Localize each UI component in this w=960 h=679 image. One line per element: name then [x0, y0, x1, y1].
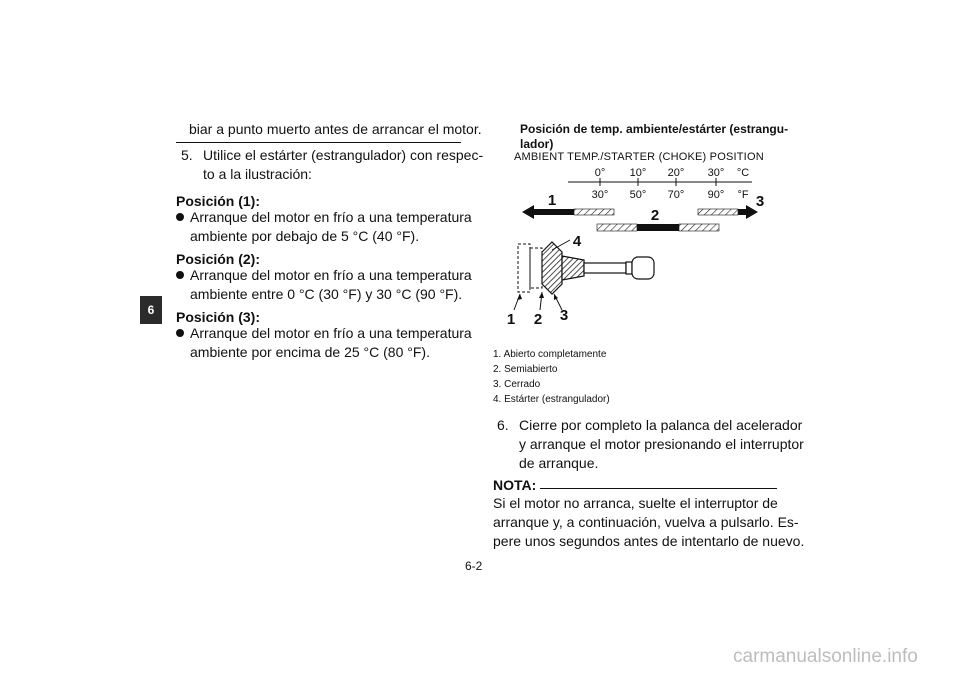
- figure-title-line-2: lador): [520, 137, 554, 151]
- step-6-line-2: y arranque el motor presionando el interruptor: [519, 436, 804, 452]
- fahrenheit-label-50: 50°: [629, 189, 647, 201]
- position-2-line-1: Arranque del motor en frío a una temperatura: [176, 266, 472, 285]
- step-6-number: 6.: [497, 417, 509, 433]
- bullet-icon: [176, 271, 184, 279]
- nota-heading: NOTA:: [493, 477, 537, 493]
- range-label-1: 1: [547, 192, 557, 209]
- step-6-line-1: Cierre por completo la palanca del acelerador: [519, 417, 803, 433]
- part-label-2: 2: [533, 311, 543, 328]
- position-3-line-1: Arranque del motor en frío a una temperatura: [176, 324, 472, 343]
- range-3-arrow: [698, 205, 758, 219]
- fahrenheit-label-70: 70°: [667, 189, 685, 201]
- caption-1: 1. Abierto completamente: [493, 349, 607, 360]
- position-3-heading: Posición (3):: [176, 309, 261, 325]
- celsius-label-20: 20°: [667, 167, 685, 179]
- part-label-4: 4: [572, 233, 582, 250]
- intro-text: biar a punto muerto antes de arrancar el motor.: [189, 121, 482, 137]
- fahrenheit-label-30: 30°: [591, 189, 609, 201]
- celsius-label-0: 0°: [594, 167, 606, 179]
- range-2-bar: [597, 224, 719, 231]
- divider: [176, 142, 461, 143]
- step-6-line-3: de arranque.: [519, 455, 599, 471]
- caption-2: 2. Semiabierto: [493, 364, 558, 375]
- celsius-label-10: 10°: [629, 167, 647, 179]
- section-tab: 6: [140, 296, 162, 324]
- page-number: 6-2: [465, 559, 483, 573]
- position-3-line-2: ambiente por encima de 25 °C (80 °F).: [190, 344, 430, 360]
- range-1-arrow: [522, 205, 614, 219]
- range-label-3: 3: [755, 193, 765, 210]
- fahrenheit-unit: °F: [737, 189, 749, 201]
- bullet-icon: [176, 329, 184, 337]
- bullet-icon: [176, 213, 184, 221]
- position-1-heading: Posición (1):: [176, 193, 261, 209]
- nota-line-3: pere unos segundos antes de intentarlo de nuevo.: [493, 533, 805, 549]
- nota-line-1: Si el motor no arranca, suelte el interruptor de: [493, 495, 778, 511]
- nota-line-2: arranque y, a continuación, vuelva a pulsarlo. Es-: [493, 514, 799, 530]
- part-label-3: 3: [559, 307, 569, 324]
- choke-knob-illustration: [514, 240, 654, 310]
- choke-position-diagram: [490, 160, 790, 335]
- caption-3: 3. Cerrado: [493, 379, 541, 390]
- fahrenheit-label-90: 90°: [707, 189, 725, 201]
- position-1-line-2: ambiente por debajo de 5 °C (40 °F).: [190, 228, 420, 244]
- step-5-line-1: Utilice el estárter (estrangulador) con respec-: [203, 147, 484, 163]
- caption-4: 4. Estárter (estrangulador): [493, 394, 610, 405]
- celsius-label-30: 30°: [707, 167, 725, 179]
- celsius-unit: °C: [736, 167, 750, 179]
- range-label-2: 2: [650, 207, 660, 224]
- figure-subtitle: AMBIENT TEMP./STARTER (CHOKE) POSITION: [514, 151, 764, 163]
- nota-rule: [540, 488, 777, 489]
- position-2-line-2: ambiente entre 0 °C (30 °F) y 30 °C (90 °F).: [190, 286, 463, 302]
- step-5-number: 5.: [181, 147, 193, 163]
- watermark-text: carmanualsonline.info: [733, 646, 918, 667]
- figure-title-line-1: Posición de temp. ambiente/estárter (estrangu-: [520, 122, 789, 136]
- position-2-heading: Posición (2):: [176, 251, 261, 267]
- position-1-line-1: Arranque del motor en frío a una temperatura: [176, 208, 472, 227]
- part-label-1: 1: [506, 311, 516, 328]
- step-5-line-2: to a la ilustración:: [203, 166, 312, 182]
